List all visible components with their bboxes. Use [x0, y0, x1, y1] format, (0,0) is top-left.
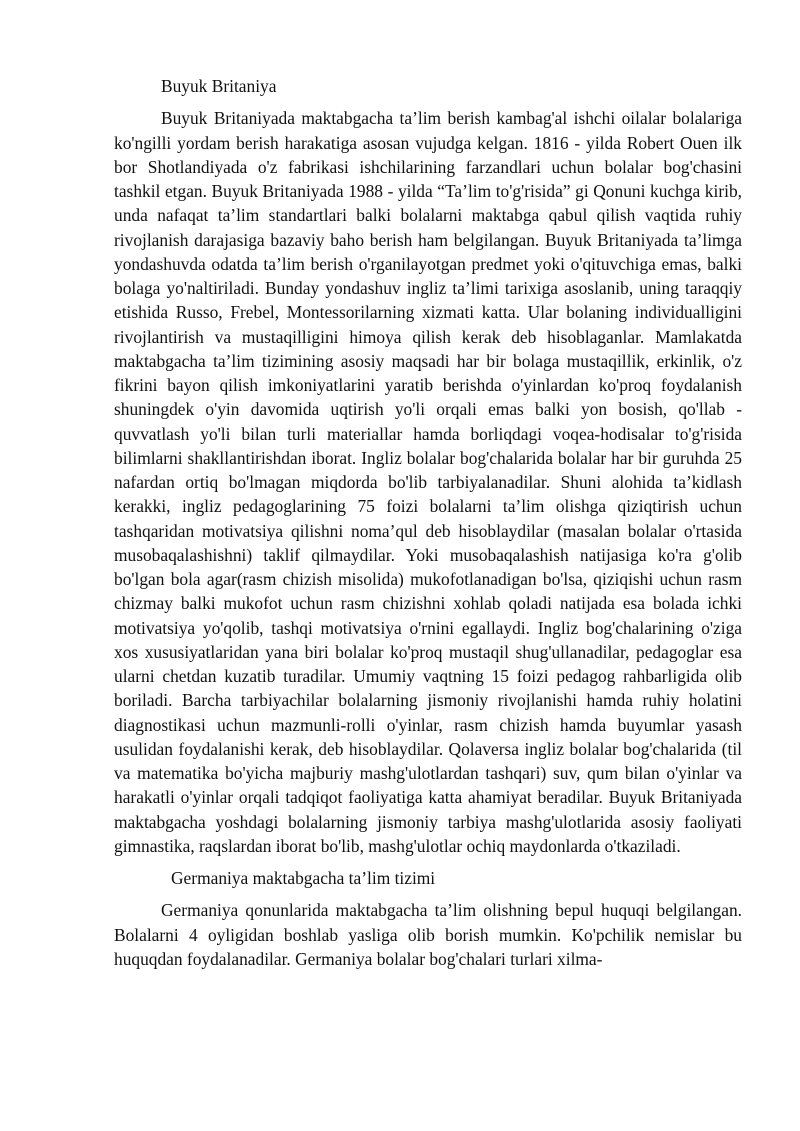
section-heading-de: Germaniya maktabgacha ta’lim tizimi: [171, 868, 436, 888]
spacer: [114, 890, 742, 898]
paragraph-de: Germaniya qonunlarida maktabgacha ta’lim olishning bepul huquqi belgilangan. Bolalarni 4 oyligidan boshlab yasliga olib borish mumkin. Ko'pchilik nemislar bu huquqdan foydalanadilar. Germaniya bolalar bog'chalari turlari xilma-: [114, 900, 742, 969]
paragraph-uk: Buyuk Britaniyada maktabgacha ta’lim berish kambag'al ishchi oilalar bolalariga ko'ngilli yordam berish harakatiga asosan vujudga kelgan. 1816 - yilda Robert Ouen ilk bor Shotlandiyada o'z fabrikasi ishchilarining farzandlari uchun bolalar bog'chasini tashkil etgan. Buyuk Britaniyada 1988 - yilda “Ta’lim to'g'risida” gi Qonuni kuchga kirib, unda nafaqat ta’lim standartlari balki bolalarni maktabga qabul qilish vaqtida ruhiy rivojlanish darajasiga bazaviy baho berish ham belgilangan. Buyuk Britaniyada ta’limga yondashuvda odatda ta’lim berish o'rganilayotgan predmet yoki o'qituvchiga emas, balki bolaga yo'naltiriladi. Bunday yondashuv ingliz ta’limi tarixiga asoslanib, uning taraqqiy etishida Russo, Frebel, Montessorilarning xizmati katta. Ular bolaning individualligini rivojlantirish va mustaqilligini himoya qilish kerak deb hisoblaganlar. Mamlakatda maktabgacha ta’lim tizimining asosiy maqsadi har bir bolaga mustaqillik, erkinlik, o'z fikrini bayon qilish imkoniyatlarini yaratib berishda o'yinlardan ko'proq foydalanish shuningdek o'yin davomida uqtirish yo'li orqali emas balki yon bosish, qo'llab - quvvatlash yo'li bilan turli materiallar hamda borliqdagi voqea-hodisalar to'g'risida bilimlarni shakllantirishdan iborat. Ingliz bolalar bog'chalarida bolalar har bir guruhda 25 nafardan ortiq bo'lmagan miqdorda bo'lib tarbiyalanadilar. Shuni alohida ta’kidlash kerakki, ingliz pedagoglarining 75 foizi bolalarni ta’lim olishga qiziqtirish uchun tashqaridan motivatsiya qilishni noma’qul deb hisoblaydilar (masalan bolalar o'rtasida musobaqalashishni) taklif qilmaydilar. Yoki musobaqalashish natijasiga ko'ra g'olib bo'lgan bola agar(rasm chizish misolida) mukofotlanadigan bo'lsa, qiziqishi uchun rasm chizmay balki mukofot uchun rasm chizishni xohlab qoladi natijada esa bolada ichki motivatsiya yo'qolib, tashqi motivatsiya o'rnini egallaydi. Ingliz bog'chalarining o'ziga xos xususiyatlaridan yana biri bolalar ko'proq mustaqil shug'ullanadilar, pedagoglar esa ularni chetdan kuzatib turadilar. Umumiy vaqtning 15 foizi pedagog rahbarligida olib boriladi. Barcha tarbiyachilar bolalarning jismoniy rivojlanishi hamda ruhiy holatini diagnostikasi uchun mazmunli-rolli o'yinlar, rasm chizish hamda buyumlar yasash usulidan foydalanishi kerak, deb hisoblaydilar. Qolaversa ingliz bolalar bog'chalarida (til va matematika bo'yicha majburiy mashg'ulotlardan tashqari) suv, qum bilan o'yinlar va harakatli o'yinlar orqali tadqiqot faoliyatiga katta ahamiyat beradilar. Buyuk Britaniyada maktabgacha yoshdagi bolalarning jismoniy tarbiya mashg'ulotlarida asosiy faoliyati gimnastika, raqslardan iborat bo'lib, mashg'ulotlar ochiq maydonlarda o'tkaziladi.: [114, 108, 742, 856]
spacer: [114, 98, 742, 106]
section-heading-uk: Buyuk Britaniya: [161, 76, 277, 96]
document-page: [114, 74, 742, 971]
spacer: [114, 858, 742, 866]
